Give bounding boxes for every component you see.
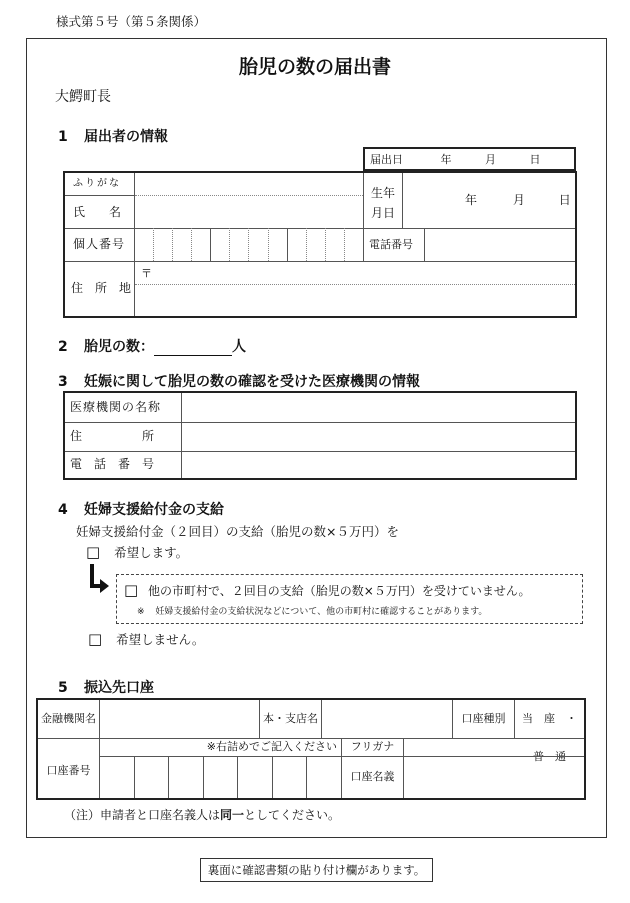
filing-date-month: 月 (485, 153, 496, 166)
filing-date-table (363, 147, 576, 171)
section2-number: 2 (58, 339, 68, 355)
medical-name-input[interactable] (182, 393, 575, 422)
medical-address-label: 住 所 (65, 422, 182, 451)
section5-title: 振込先口座 (84, 680, 154, 696)
phone-input[interactable] (425, 228, 575, 261)
sub-note (137, 604, 487, 617)
filing-date-year: 年 (440, 153, 452, 166)
applicant-table (63, 171, 577, 318)
account-number-input[interactable] (100, 756, 342, 798)
address-input[interactable] (135, 261, 575, 316)
account-name-label: 口座名義 (342, 756, 404, 798)
section1-heading (58, 126, 168, 146)
arrow-icon (86, 562, 112, 598)
postal-mark: 〒 (141, 267, 152, 280)
fetus-count-unit: 人 (232, 339, 246, 355)
section3-title: 妊娠に関して胎児の数の確認を受けた医療機関の情報 (84, 374, 420, 390)
section4-intro: 妊婦支援給付金（２回目）の支給（胎児の数×５万円）を (76, 524, 399, 539)
birth-label-line2: 月日 (370, 206, 395, 220)
bank-note-prefix: （注）申請者と口座名義人は (64, 808, 221, 822)
filing-date-cell[interactable] (364, 148, 575, 170)
branch-input[interactable] (322, 700, 453, 738)
medical-phone-label: 電 話 番 号 (65, 451, 182, 478)
name-input[interactable] (135, 195, 363, 228)
sub-note-text: 妊婦支援給付金の支給状況などについて、他の市町村に確認することがあります。 (155, 607, 488, 617)
birth-label-line1: 生年 (370, 186, 395, 200)
digit-cell[interactable] (288, 228, 307, 261)
furigana-input[interactable] (135, 173, 363, 196)
digit-cell[interactable] (307, 228, 326, 261)
digit-cell[interactable] (192, 228, 211, 261)
digit-cell[interactable] (269, 228, 288, 261)
account-type-label: 口座種別 (453, 700, 515, 738)
option-no[interactable] (88, 630, 204, 648)
back-side-note: 裏面に確認書類の貼り付け欄があります。 (200, 858, 433, 882)
birth-label (363, 173, 403, 228)
phone-label: 電話番号 (363, 228, 425, 261)
section1-number: 1 (58, 129, 68, 145)
digit-cell[interactable] (238, 756, 273, 798)
personal-number-label: 個人番号 (65, 228, 135, 261)
birth-year: 年 (465, 193, 478, 207)
form-number: 様式第５号（第５条関係） (56, 14, 207, 29)
digit-cell[interactable] (135, 228, 154, 261)
filing-date-label: 届出日 (370, 153, 403, 166)
digit-cell[interactable] (249, 228, 268, 261)
medical-name-label: 医療機関の名称 (65, 393, 182, 422)
filing-date-day: 日 (529, 153, 541, 166)
furigana-label: ふりがな (65, 173, 135, 195)
bank-label: 金融機関名 (38, 700, 100, 738)
section1-title: 届出者の情報 (84, 129, 168, 145)
digit-cell[interactable] (154, 228, 173, 261)
bank-note-suffix: としてください。 (244, 808, 341, 822)
digit-cell[interactable] (204, 756, 239, 798)
sub-option[interactable] (124, 581, 531, 599)
digit-cell[interactable] (135, 756, 170, 798)
digit-cell[interactable] (100, 756, 135, 798)
bank-table (36, 698, 586, 800)
account-number-label: 口座番号 (38, 756, 100, 798)
name-label: 氏 名 (65, 195, 135, 228)
section4-title: 妊婦支援給付金の支給 (84, 502, 224, 518)
address-label: 住 所 地 (65, 261, 135, 316)
sub-note-mark: ※ (137, 607, 145, 617)
right-align-note: ※右詰めでご記入ください (100, 738, 342, 756)
digit-cell[interactable] (307, 756, 341, 798)
option-yes-label: 希望します。 (114, 545, 189, 560)
section4-heading (58, 499, 224, 519)
digit-cell[interactable] (345, 228, 363, 261)
digit-cell[interactable] (273, 756, 308, 798)
bank-input[interactable] (100, 700, 260, 738)
page-title: 胎児の数の届出書 (238, 56, 391, 78)
section2-title: 胎児の数： (84, 339, 154, 355)
section5-heading (58, 677, 154, 697)
furigana-input-bank[interactable] (404, 738, 584, 756)
checkbox-sub[interactable]: □ (124, 581, 139, 599)
section2-heading (58, 336, 246, 356)
personal-number-input[interactable] (135, 228, 363, 261)
birth-day: 日 (558, 193, 571, 207)
section3-number: 3 (58, 374, 68, 390)
checkbox-yes[interactable]: □ (86, 543, 101, 561)
bank-note (64, 806, 340, 823)
checkbox-no[interactable]: □ (88, 630, 103, 648)
digit-cell[interactable] (211, 228, 230, 261)
fetus-count-input[interactable] (154, 341, 232, 356)
number-label-top (38, 738, 100, 756)
branch-label: 本・支店名 (260, 700, 322, 738)
digit-cell[interactable] (173, 228, 192, 261)
account-type-options[interactable]: 当 座 ・ 普 通 (522, 712, 588, 763)
medical-address-input[interactable] (182, 422, 575, 451)
digit-cell[interactable] (326, 228, 345, 261)
digit-cell[interactable] (230, 228, 249, 261)
birth-month: 月 (512, 193, 525, 207)
bank-note-bold: 同一 (220, 808, 245, 822)
section3-heading (58, 371, 420, 391)
option-no-label: 希望しません。 (116, 632, 205, 647)
section4-number: 4 (58, 502, 68, 518)
addressee: 大鰐町長 (55, 89, 111, 105)
sub-option-label: 他の市町村で、２回目の支給（胎児の数×５万円）を受けていません。 (148, 584, 531, 598)
section5-number: 5 (58, 680, 68, 696)
birth-date-input[interactable] (403, 173, 575, 228)
digit-cell[interactable] (169, 756, 204, 798)
furigana-label-bank: フリガナ (342, 738, 404, 756)
account-name-input[interactable] (404, 756, 584, 798)
medical-phone-input[interactable] (182, 451, 575, 478)
option-yes[interactable] (86, 543, 188, 561)
medical-table (63, 391, 577, 480)
